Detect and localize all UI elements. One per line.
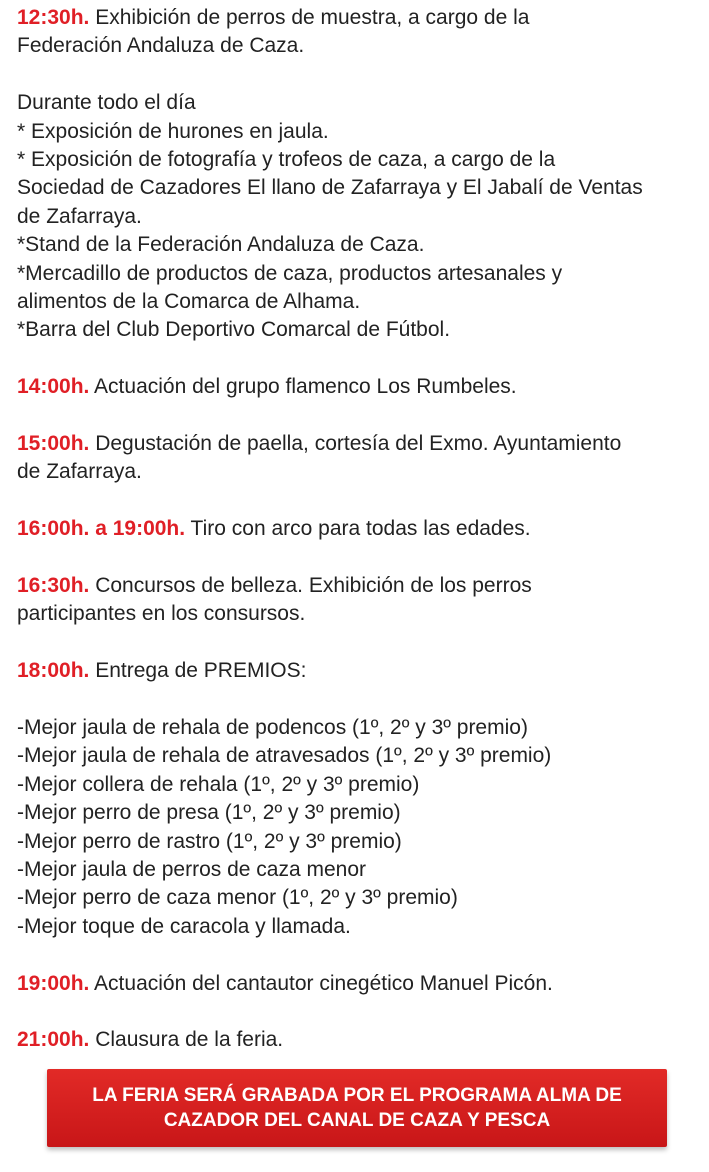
schedule-text	[17, 4, 697, 1055]
event-1600	[17, 515, 697, 543]
event-description: Entrega de PREMIOS:	[89, 659, 307, 683]
event-time: 12:30h.	[17, 6, 90, 29]
event-1900	[17, 970, 697, 998]
prize-item: -Mejor collera de rehala (1º, 2º y 3º premio)	[17, 772, 420, 796]
event-description: Tiro con arco para todas las edades.	[185, 517, 531, 541]
all-day-item: alimentos de la Comarca de Alhama.	[17, 290, 361, 314]
prize-item: -Mejor perro de caza menor (1º, 2º y 3º premio)	[17, 886, 458, 910]
prize-item: -Mejor perro de rastro (1º, 2º y 3º premio)	[17, 829, 402, 853]
event-description: Clausura de la feria.	[89, 1028, 284, 1052]
event-description: Degustación de paella, cortesía del Exmo. Ayuntamiento	[89, 432, 622, 456]
prize-item: -Mejor perro de presa (1º, 2º y 3º premio)	[17, 801, 401, 825]
event-description: Concursos de belleza. Exhibición de los perros	[89, 574, 532, 598]
event-description: Actuación del grupo flamenco Los Rumbeles.	[89, 375, 517, 399]
event-line	[17, 572, 697, 600]
event-line	[17, 430, 697, 458]
event-2100	[17, 1026, 697, 1054]
event-description: participantes en los consursos.	[17, 602, 306, 626]
event-time: 21:00h.	[17, 1028, 90, 1052]
banner-line: LA FERIA SERÁ GRABADA POR EL PROGRAMA ALMA DE	[92, 1085, 622, 1106]
event-time: 15:00h.	[17, 432, 90, 456]
event-1500	[17, 430, 697, 487]
prize-list	[17, 714, 697, 941]
all-day-item: * Exposición de fotografía y trofeos de caza, a cargo de la	[17, 148, 556, 172]
banner-line: CAZADOR DEL CANAL DE CAZA Y PESCA	[163, 1110, 551, 1131]
event-1230	[17, 4, 697, 61]
all-day-item: *Barra del Club Deportivo Comarcal de Fútbol.	[17, 318, 451, 342]
event-time: 16:00h. a 19:00h.	[17, 517, 186, 541]
event-1400	[17, 373, 697, 401]
all-day-item: *Stand de la Federación Andaluza de Caza.	[17, 233, 425, 257]
recording-banner	[47, 1069, 667, 1147]
event-1630	[17, 572, 697, 629]
all-day-section	[17, 89, 697, 345]
event-time: 14:00h.	[17, 375, 90, 399]
event-description: Exhibición de perros de muestra, a cargo de la	[89, 6, 530, 29]
prize-item: -Mejor jaula de rehala de atravesados (1º, 2º y 3º premio)	[17, 744, 552, 768]
event-time: 18:00h.	[17, 659, 90, 683]
all-day-item: Sociedad de Cazadores El llano de Zafarraya y El Jabalí de Ventas	[17, 176, 643, 200]
event-line	[17, 657, 697, 685]
event-time: 19:00h.	[17, 971, 90, 995]
event-line	[17, 970, 697, 998]
event-line	[17, 515, 697, 543]
all-day-item: *Mercadillo de productos de caza, productos artesanales y	[17, 261, 563, 285]
event-line	[17, 1026, 697, 1054]
event-line	[17, 373, 697, 401]
all-day-item: * Exposición de hurones en jaula.	[17, 119, 329, 143]
event-line	[17, 4, 697, 32]
all-day-heading: Durante todo el día	[17, 91, 196, 115]
event-time: 16:30h.	[17, 574, 90, 598]
event-description: Actuación del cantautor cinegético Manuel Picón.	[89, 971, 553, 995]
event-1800	[17, 657, 697, 685]
all-day-item: de Zafarraya.	[17, 204, 142, 228]
prize-item: -Mejor toque de caracola y llamada.	[17, 914, 351, 938]
event-description: de Zafarraya.	[17, 460, 142, 484]
event-description: Federación Andaluza de Caza.	[17, 34, 305, 58]
prize-item: -Mejor jaula de perros de caza menor	[17, 858, 367, 882]
prize-item: -Mejor jaula de rehala de podencos (1º, 2º y 3º premio)	[17, 716, 528, 740]
